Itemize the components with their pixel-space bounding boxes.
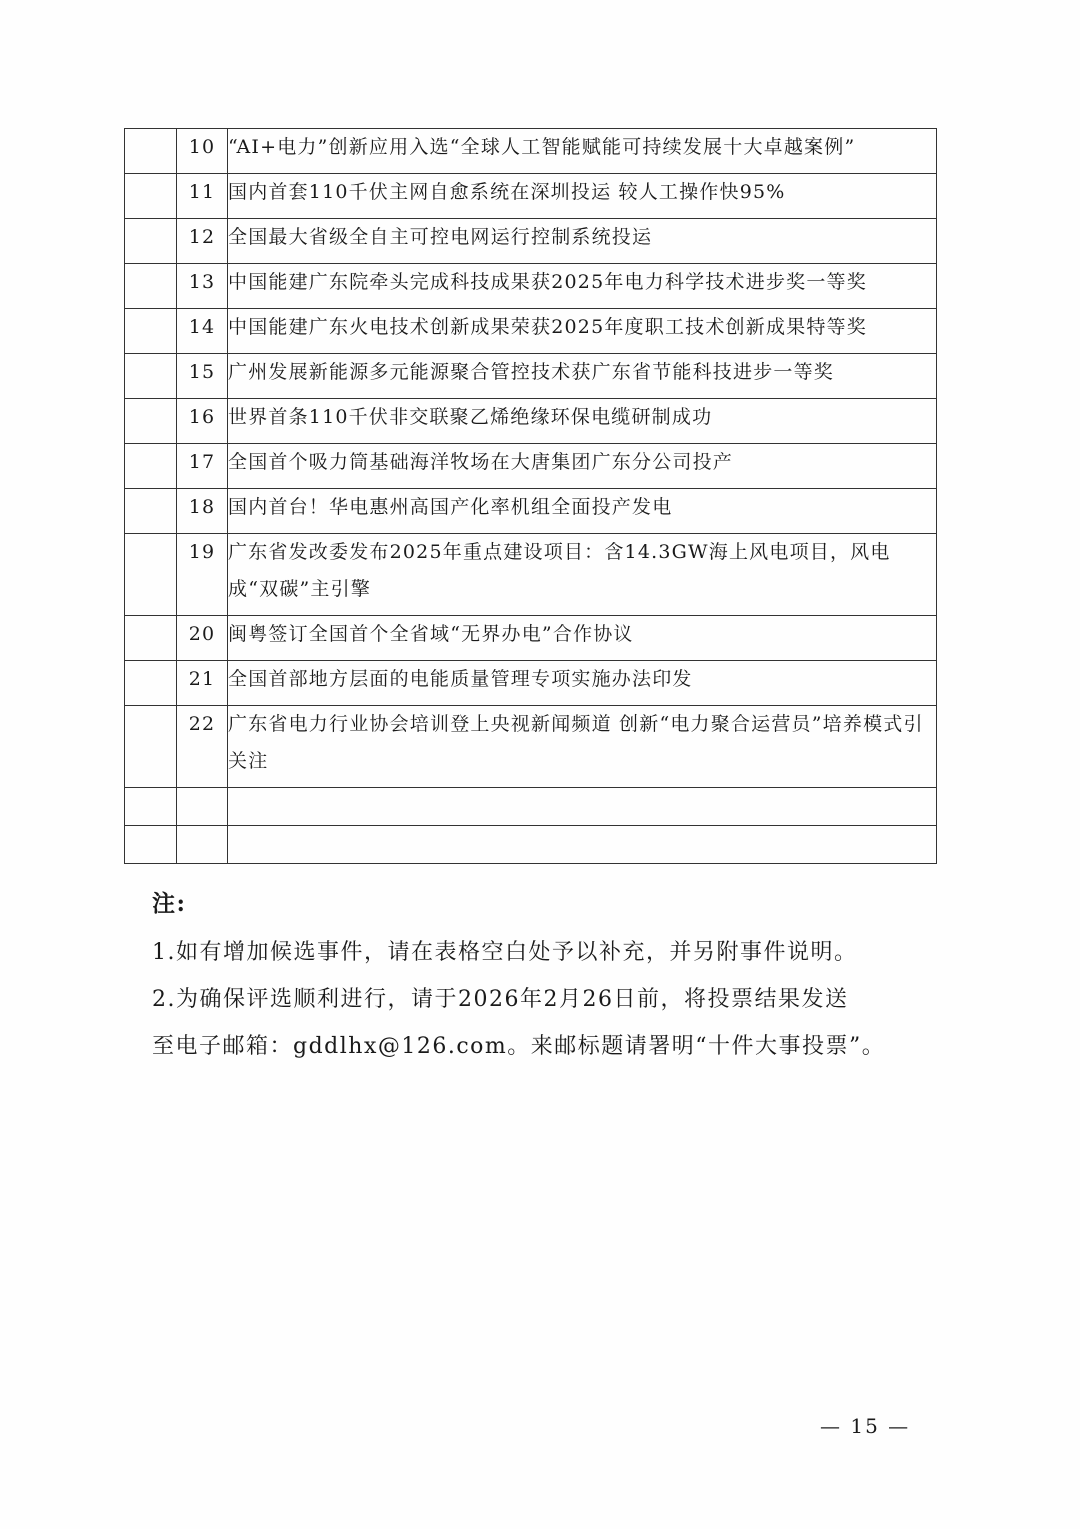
vote-cell[interactable]	[125, 489, 177, 534]
vote-cell[interactable]	[125, 399, 177, 444]
table-row	[125, 354, 937, 399]
event-title: 全国最大省级全自主可控电网运行控制系统投运	[228, 219, 937, 264]
table-row	[125, 534, 937, 616]
vote-cell[interactable]	[125, 534, 177, 616]
row-number: 18	[177, 489, 228, 534]
note-line-2: 2.为确保评选顺利进行，请于2026年2月26日前，将投票结果发送	[152, 987, 849, 1012]
event-title: 国内首台！华电惠州高国产化率机组全面投产发电	[228, 489, 937, 534]
note-line-1: 1.如有增加候选事件，请在表格空白处予以补充，并另附事件说明。	[152, 940, 858, 965]
table-row	[125, 309, 937, 354]
row-number: 15	[177, 354, 228, 399]
event-title: 国内首套110千伏主网自愈系统在深圳投运 较人工操作快95%	[228, 174, 937, 219]
table-row	[125, 219, 937, 264]
vote-cell[interactable]	[125, 174, 177, 219]
blank-number-cell[interactable]	[177, 788, 228, 826]
event-title: 世界首条110千伏非交联聚乙烯绝缘环保电缆研制成功	[228, 399, 937, 444]
table-row	[125, 264, 937, 309]
table-row	[125, 616, 937, 661]
vote-cell[interactable]	[125, 354, 177, 399]
row-number: 21	[177, 661, 228, 706]
table-row	[125, 706, 937, 788]
note-line-3: 至电子邮箱：gddlhx@126.com。来邮标题请署明“十件大事投票”。	[152, 1034, 886, 1059]
vote-cell[interactable]	[125, 129, 177, 174]
page-number: — 15 —	[820, 1414, 911, 1438]
table-row	[125, 399, 937, 444]
blank-title-cell[interactable]	[228, 826, 937, 864]
table-row	[125, 661, 937, 706]
event-title: 中国能建广东火电技术创新成果荣获2025年度职工技术创新成果特等奖	[228, 309, 937, 354]
blank-row	[125, 826, 937, 864]
vote-cell[interactable]	[125, 616, 177, 661]
candidate-events-table	[124, 128, 937, 864]
event-title: 广州发展新能源多元能源聚合管控技术获广东省节能科技进步一等奖	[228, 354, 937, 399]
notes-heading: 注:	[152, 890, 187, 917]
event-title: 广东省电力行业协会培训登上央视新闻频道 创新“电力聚合运营员”培养模式引关注	[228, 706, 937, 788]
row-number: 11	[177, 174, 228, 219]
table-row	[125, 444, 937, 489]
blank-number-cell[interactable]	[177, 826, 228, 864]
table-row	[125, 174, 937, 219]
vote-cell[interactable]	[125, 264, 177, 309]
blank-row	[125, 788, 937, 826]
row-number: 17	[177, 444, 228, 489]
vote-cell[interactable]	[125, 219, 177, 264]
event-title: 全国首个吸力筒基础海洋牧场在大唐集团广东分公司投产	[228, 444, 937, 489]
row-number: 14	[177, 309, 228, 354]
notes-section	[152, 880, 942, 1070]
event-title: 中国能建广东院牵头完成科技成果获2025年电力科学技术进步奖一等奖	[228, 264, 937, 309]
blank-title-cell[interactable]	[228, 788, 937, 826]
row-number: 19	[177, 534, 228, 616]
row-number: 20	[177, 616, 228, 661]
event-title: “AI+电力”创新应用入选“全球人工智能赋能可持续发展十大卓越案例”	[228, 129, 937, 174]
row-number: 22	[177, 706, 228, 788]
table-row	[125, 489, 937, 534]
vote-cell[interactable]	[125, 661, 177, 706]
vote-cell[interactable]	[125, 309, 177, 354]
row-number: 12	[177, 219, 228, 264]
event-title: 闽粤签订全国首个全省域“无界办电”合作协议	[228, 616, 937, 661]
row-number: 16	[177, 399, 228, 444]
table-row	[125, 129, 937, 174]
vote-cell[interactable]	[125, 826, 177, 864]
vote-cell[interactable]	[125, 706, 177, 788]
row-number: 13	[177, 264, 228, 309]
event-title: 全国首部地方层面的电能质量管理专项实施办法印发	[228, 661, 937, 706]
event-title: 广东省发改委发布2025年重点建设项目：含14.3GW海上风电项目，风电成“双碳”主引擎	[228, 534, 937, 616]
vote-cell[interactable]	[125, 788, 177, 826]
row-number: 10	[177, 129, 228, 174]
vote-cell[interactable]	[125, 444, 177, 489]
